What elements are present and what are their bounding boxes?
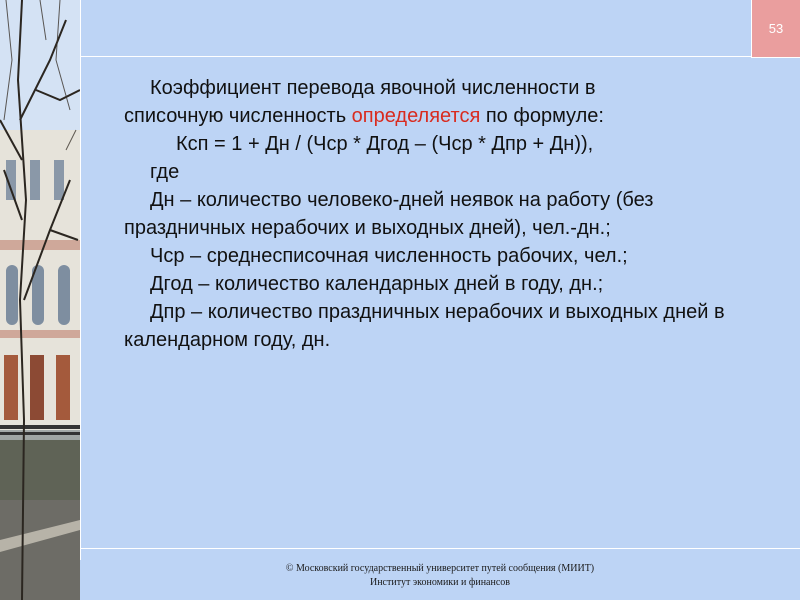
- intro-line-2-end: по формуле:: [480, 105, 604, 127]
- intro-line-1: Коэффициент перевода явочной численности в: [150, 77, 596, 99]
- left-divider: [80, 0, 81, 560]
- where-label: где: [150, 161, 180, 183]
- slide-number-box: [751, 0, 800, 58]
- footer: [80, 562, 800, 590]
- highlighted-word: определяется: [351, 105, 481, 127]
- slide-number: 53: [768, 21, 784, 36]
- top-rule: [80, 56, 752, 57]
- definition-dn: Дн – количество человеко-дней неявок на работу (без праздничных нерабочих и выходных дней), чел.-дн.;: [124, 189, 654, 239]
- building-photo: [0, 0, 80, 600]
- slide-body: [124, 74, 774, 354]
- definition-dgod: Дгод – количество календарных дней в году, дн.;: [150, 273, 604, 295]
- intro-line-2: [124, 102, 774, 130]
- intro-line-2-start: списочную численность: [124, 105, 352, 127]
- definition-chsr: Чср – среднесписочная численность рабочих, чел.;: [150, 245, 628, 267]
- formula: Ксп = 1 + Дн / (Чср * Дгод – (Чср * Дпр + Дн)),: [176, 133, 594, 155]
- bottom-rule: [80, 548, 800, 549]
- definition-dpr: Дпр – количество праздничных нерабочих и выходных дней в календарном году, дн.: [124, 301, 725, 351]
- footer-institute: Институт экономики и финансов: [369, 577, 511, 588]
- footer-copyright: © Московский государственный университет путей сообщения (МИИТ): [285, 563, 595, 574]
